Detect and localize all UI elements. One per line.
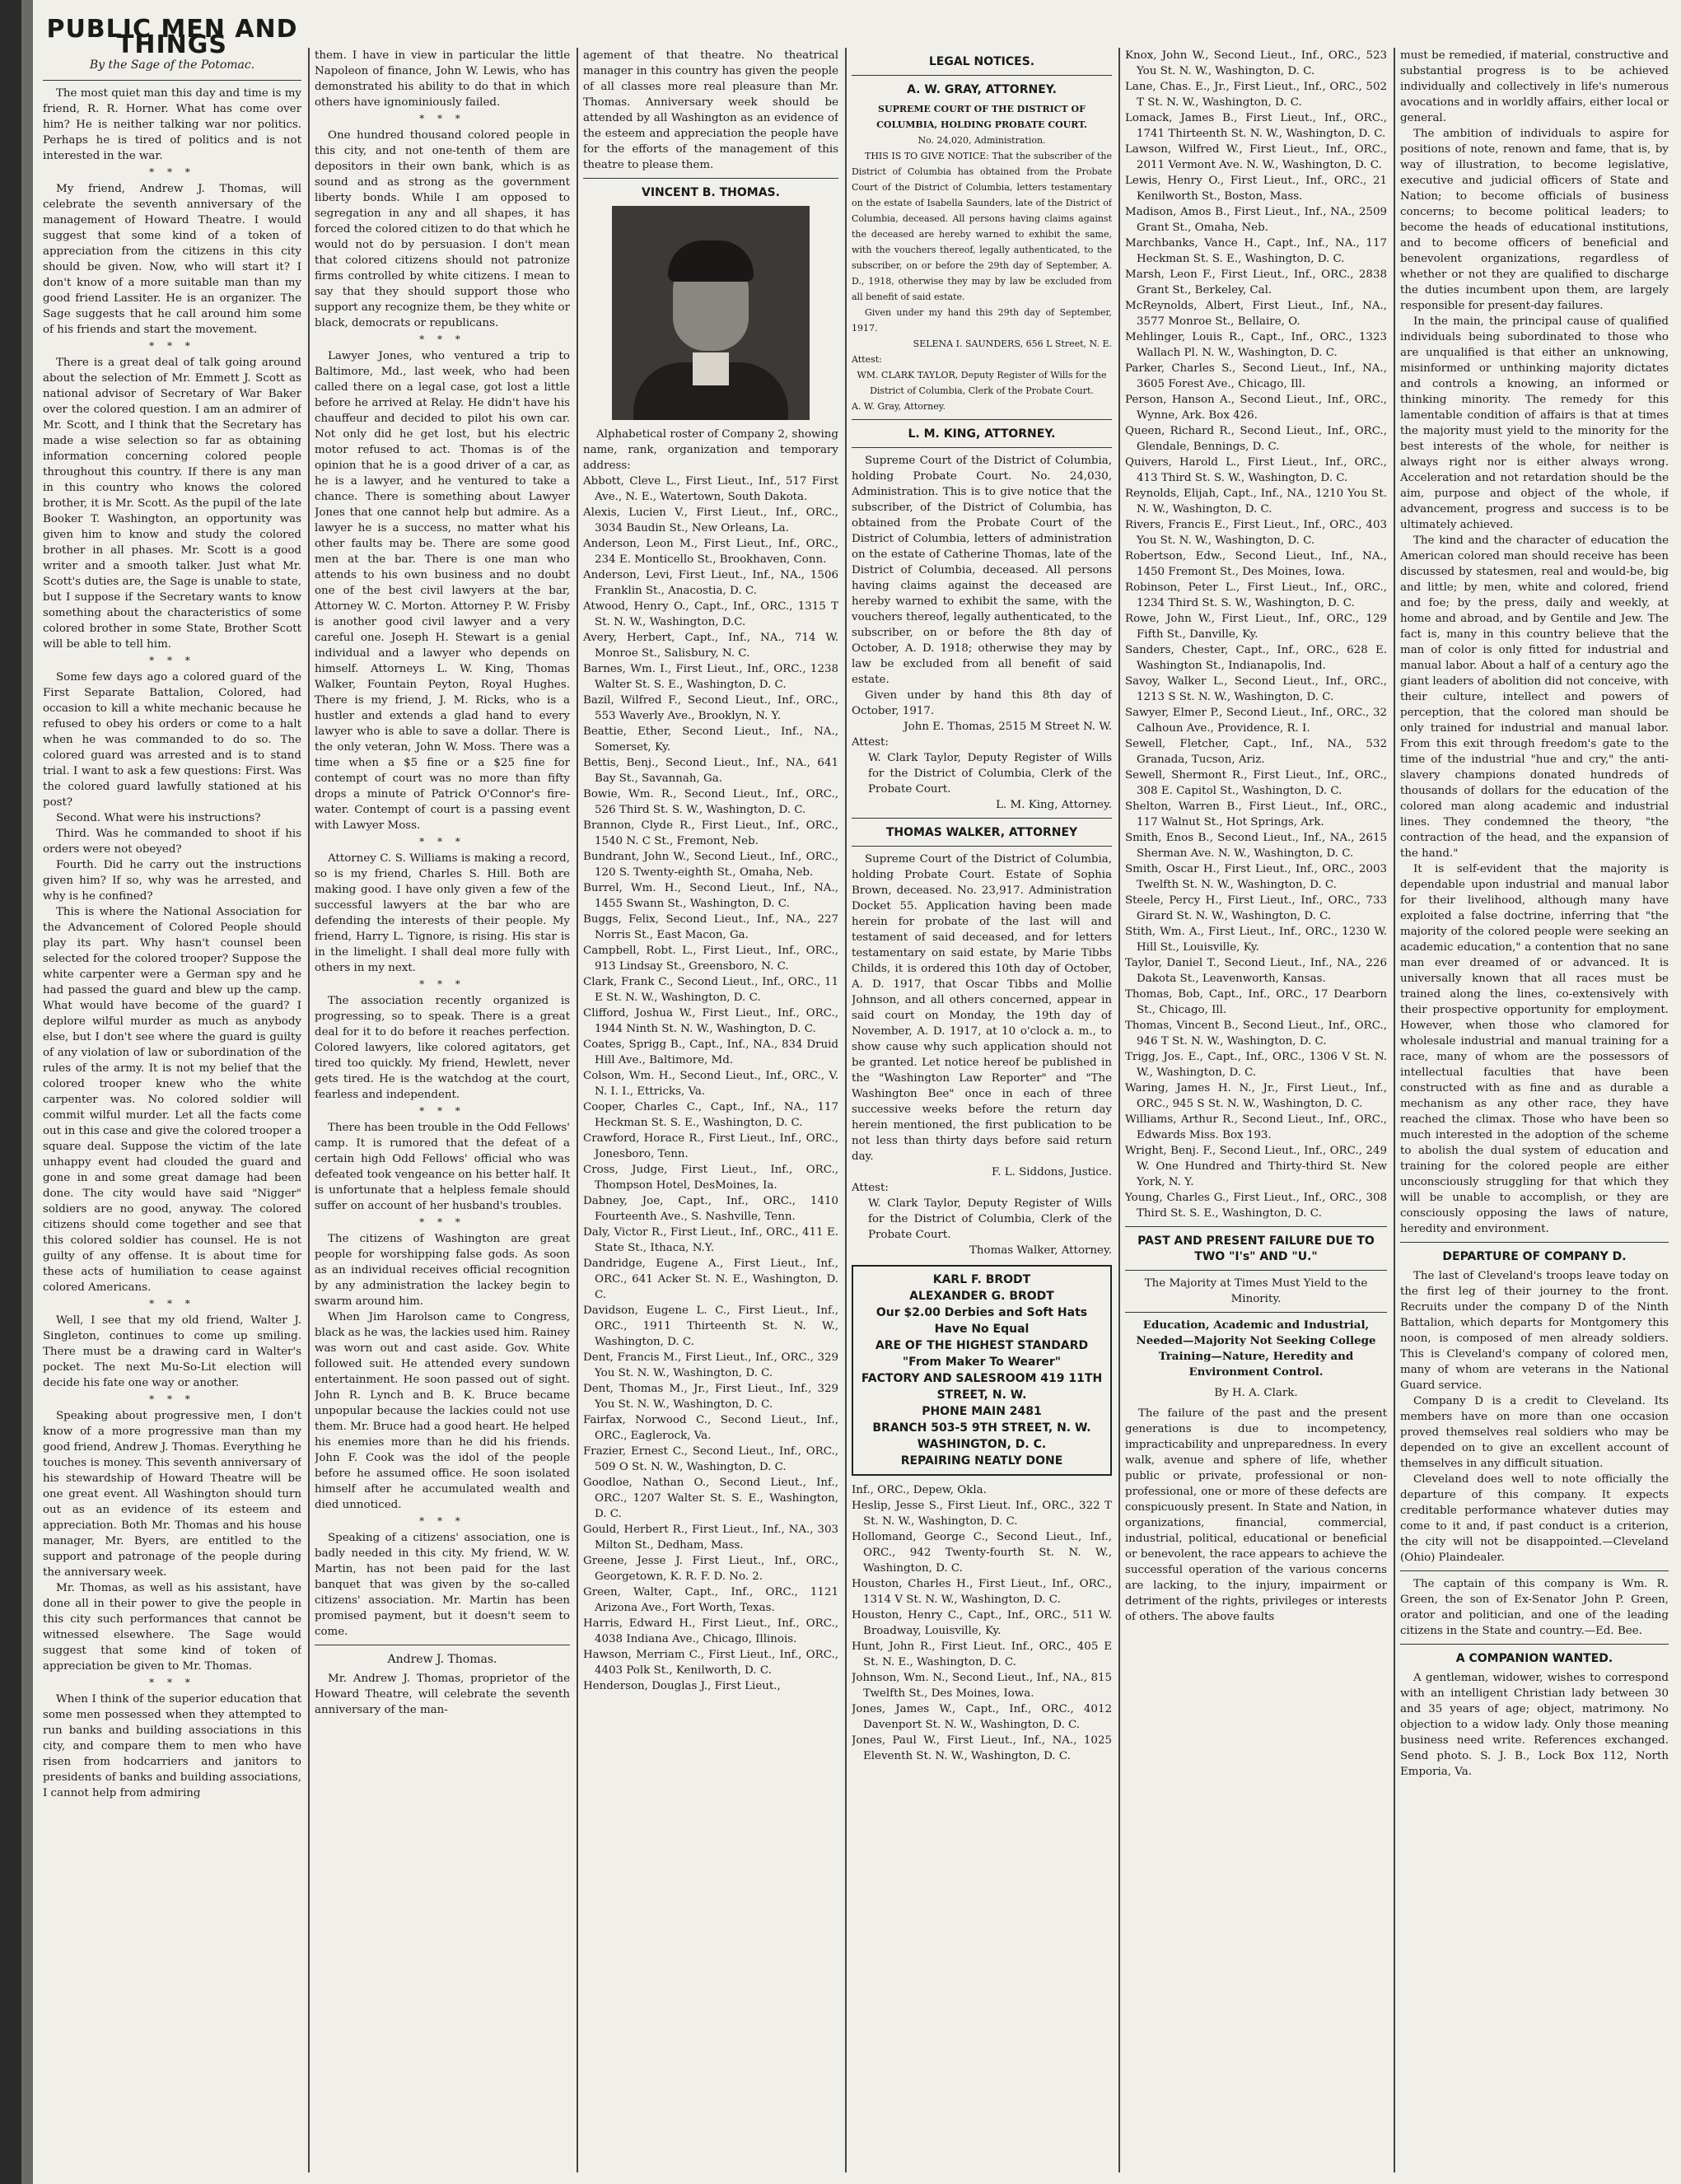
- column-5: [1125, 48, 1387, 2172]
- paragraph: Cleveland does well to note officially the departure of this company. It expects creditable performance whatever duties may come to it and, if past conduct is a criterion, the city will not be disappointed.—Cleveland (Ohio) Plaindealer.: [1400, 1473, 1669, 1564]
- roster-entry: Williams, Arthur R., Second Lieut., Inf., ORC., Edwards Miss. Box 193.: [1125, 1113, 1387, 1141]
- notice-attest: Attest:: [852, 1182, 889, 1194]
- roster-entry: Dandridge, Eugene A., First Lieut., Inf., ORC., 641 Acker St. N. E., Washington, D. C.: [583, 1258, 838, 1301]
- notice-court: SUPREME COURT OF THE DISTRICT OF COLUMBIA, HOLDING PROBATE COURT.: [876, 104, 1087, 130]
- section-stars: * * *: [149, 1298, 195, 1309]
- roster-entry: Frazier, Ernest C., Second Lieut., Inf., ORC., 509 O St. N. W., Washington, D. C.: [583, 1445, 838, 1473]
- departure-title: DEPARTURE OF COMPANY D.: [1442, 1250, 1627, 1263]
- paragraph: agement of that theatre. No theatrical manager in this country has given the people of all classes more real pleasure than Mr. Thomas. Anniversary week should be attended by all Washington as an evidence of the esteem and appreciation the people have for the efforts of the management of this theatre to please them.: [583, 49, 838, 171]
- paragraph: The last of Cleveland's troops leave today on the first leg of their journey to the front. Recruits under the company D of the Ninth Battalion, which departs for Montgomery this noon, is composed of men already soldiers. This is Cleveland's company of colored men, many of whom are veterans in the National Guard service.: [1400, 1270, 1669, 1392]
- notice-docket: No. 24,020, Administration.: [918, 135, 1046, 146]
- paragraph: The failure of the past and the present generations is due to incompetency, impracticability and unpreparedness. In every walk, avenue and sphere of life, whether public or private, professional or non-professional, one or more of these defects are conspicuously present. In State and Nation, in organizations, financial, commercial, industrial, political, educational or beneficial or benevolent, the race appears to achieve the successful operation of the various concerns are lacking, to the injury, impairment or detriment of the rights, privileges or interests of others. The above faults: [1125, 1407, 1387, 1623]
- portrait-hair: [668, 240, 754, 282]
- portrait-photo: [612, 206, 810, 420]
- roster-list: [1125, 48, 1387, 1221]
- roster-entry: Stith, Wm. A., First Lieut., Inf., ORC., 1230 W. Hill St., Louisville, Ky.: [1125, 926, 1387, 954]
- roster-entry: Atwood, Henry O., Capt., Inf., ORC., 1315 T St. N. W., Washington, D.C.: [583, 600, 838, 628]
- roster-entry: Cooper, Charles C., Capt., Inf., NA., 117 Heckman St. S. E., Washington, D. C.: [583, 1101, 838, 1129]
- roster-entry: Quivers, Harold L., First Lieut., Inf., ORC., 413 Third St. S. W., Washington, D. C.: [1125, 456, 1387, 484]
- ad-line: WASHINGTON, D. C.: [917, 1438, 1047, 1451]
- section-stars: * * *: [149, 1677, 195, 1688]
- notice-body: Supreme Court of the District of Columbia, holding Probate Court. Estate of Sophia Brown, deceased. No. 23,917. Administration Docket 55. Application having been made herein for probate of the last will and testament of said deceased, and for letters testamentary on said estate, by Marie Tibbs Childs, it is ordered this 10th day of October, A. D. 1917, that Oscar Tibbs and Mollie Johnson, and all others concerned, appear in said court on Monday, the 19th day of November, A. D. 1917, at 10 o'clock a. m., to show cause why such application should not be granted. Let notice hereof be published in the "Washington Law Reporter" and "The Washington Bee" once in each of three successive weeks before the return day herein mentioned, the first publication to be not less than thirty days before said return day.: [852, 853, 1112, 1163]
- paragraph: When Jim Harolson came to Congress, black as he was, the lackies used him. Rainey was worn out and cast aside. Gov. White followed suit. He attended every sundown entertainment. He soon passed out of sight. John R. Lynch and B. K. Bruce became unpopular because the lackies could not use them. Mr. Bruce had a good heart. He helped his enemies more than he did his friends. John F. Cook was the idol of the people before he assumed office. He soon isolated himself after he accumulated wealth and died unnoticed.: [315, 1311, 570, 1511]
- roster-entry: Inf., ORC., Depew, Okla.: [852, 1484, 987, 1496]
- roster-entry: Houston, Charles H., First Lieut., Inf., ORC., 1314 V St. N. W., Washington, D. C.: [852, 1578, 1112, 1606]
- paragraph: When I think of the superior education that some men possessed when they attempted to run banks and building associations in this city, and compare them to men who have risen from hodcarriers and janitors to presidents of banks and building associations, I cannot help from admiring: [43, 1693, 301, 1799]
- roster-entry: Bowie, Wm. R., Second Lieut., Inf., ORC., 526 Third St. S. W., Washington, D. C.: [583, 788, 838, 816]
- paragraph: must be remedied, if material, constructive and substantial progress is to be achieved individually and collectively in life's numerous avocations and in worldly affairs, either local or general.: [1400, 49, 1669, 124]
- roster-entry: Rivers, Francis E., First Lieut., Inf., ORC., 403 You St. N. W., Washington, D. C.: [1125, 519, 1387, 547]
- roster-entry: Jones, Paul W., First Lieut., Inf., NA., 1025 Eleventh St. N. W., Washington, D. C.: [852, 1734, 1112, 1762]
- roster-entry: Smith, Oscar H., First Lieut., Inf., ORC., 2003 Twelfth St. N. W., Washington, D. C.: [1125, 863, 1387, 891]
- paragraph: Attorney C. S. Williams is making a record, so is my friend, Charles S. Hill. Both are making good. I have only given a few of the successful lawyers at the bar who are defending the interests of their people. My friend, Harry L. Tignore, is rising. His star is in the limelight. I shall deal more fully with others in my next.: [315, 852, 570, 974]
- notice-title: A. W. GRAY, ATTORNEY.: [907, 83, 1057, 96]
- paragraph: Some few days ago a colored guard of the First Separate Battalion, Colored, had occasion to kill a white mechanic because he refused to obey his orders or come to a halt when he was commanded to do so. The colored guard was arrested and is to stand trial. I want to ask a few questions: First. Was the colored guard lawfully stationed at his post?: [43, 671, 301, 809]
- roster-entry: Buggs, Felix, Second Lieut., Inf., NA., 227 Norris St., East Macon, Ga.: [583, 913, 838, 941]
- notice-clerk: WM. CLARK TAYLOR, Deputy Register of Wills for the District of Columbia, Clerk of the Probate Court.: [857, 370, 1107, 396]
- divider: [1125, 1226, 1387, 1227]
- notice-given: Given under my hand this 29th day of September, 1917.: [852, 307, 1112, 334]
- roster-entry: Anderson, Leon M., First Lieut., Inf., ORC., 234 E. Monticello St., Brookhaven, Conn.: [583, 538, 838, 566]
- wanted-title: A COMPANION WANTED.: [1455, 1652, 1613, 1665]
- roster-entry: Cross, Judge, First Lieut., Inf., ORC., Thompson Hotel, DesMoines, Ia.: [583, 1164, 838, 1192]
- ad-line: REPAIRING NEATLY DONE: [900, 1454, 1063, 1468]
- roster-entry: Marchbanks, Vance H., Capt., Inf., NA., 117 Heckman St. S. E., Washington, D. C.: [1125, 237, 1387, 265]
- roster-entry: Dabney, Joe, Capt., Inf., ORC., 1410 Fourteenth Ave., S. Nashville, Tenn.: [583, 1195, 838, 1223]
- paragraph: This is where the National Association for the Advancement of Colored People should play its part. Why hasn't counsel been selected for the colored trooper? Suppose the white carpenter were a German spy and he had passed the guard and blew up the camp. What would have become of the guard? I deplore wilful murder as much as anybody else, but I don't see where the guard is guilty of any violation of law or subordination of the rules of the army. It is not my belief that the colored trooper knew who the white carpenter was. No colored soldier will commit wilful murder. Let all the facts come out in this case and give the colored trooper a square deal. Suppose the victim of the late unhappy event had clouded the guard and gone in and some great damage had been done. The city would have said "Nigger" soldiers are no good, anyway. The colored citizens should come together and see that this colored soldier has counsel. He is not guilty of any offense. It is about time for these acts of humiliation to cease against colored Americans.: [43, 906, 301, 1294]
- divider: [1400, 1242, 1669, 1243]
- roster-entry: Harris, Edward H., First Lieut., Inf., ORC., 4038 Indiana Ave., Chicago, Illinois.: [583, 1617, 838, 1645]
- notice-clerk: W. Clark Taylor, Deputy Register of Wills for the District of Columbia, Clerk of the Probate Court.: [868, 1197, 1112, 1241]
- paragraph: A gentleman, widower, wishes to correspond with an intelligent Christian lady between 30 and 35 years of age; object, matrimony. No objection to a widow lady. Only those meaning business need write. References exchanged. Send photo. S. J. B., Lock Box 112, North Emporia, Va.: [1400, 1672, 1669, 1778]
- ad-line: "From Maker To Wearer": [902, 1356, 1062, 1369]
- paragraph: Third. Was he commanded to shoot if his orders were not obeyed?: [43, 828, 301, 856]
- roster-entry: Hawson, Merriam C., First Lieut., Inf., ORC., 4403 Polk St., Kenilworth, D. C.: [583, 1649, 838, 1677]
- roster-entry: Jones, James W., Capt., Inf., ORC., 4012 Davenport St. N. W., Washington, D. C.: [852, 1703, 1112, 1731]
- roster-entry: Clifford, Joshua W., First Lieut., Inf., ORC., 1944 Ninth St. N. W., Washington, D. C.: [583, 1007, 838, 1035]
- ad-line: FACTORY AND SALESROOM 419 11TH STREET, N. W.: [861, 1372, 1103, 1402]
- notice-attest: Attest:: [852, 736, 889, 749]
- paragraph: One hundred thousand colored people in this city, and not one-tenth of them are depositors in their own bank, which is as sound and as strong as the government liberty bonds. While I am opposed to segregation in any and all shapes, it has forced the colored citizen to do that which he would not do by persuasion. I don't mean that colored citizens should not patronize firms controlled by white citizens. I mean to say that they should support those who support any recognize them, be they white or black, democrats or republicans.: [315, 129, 570, 329]
- roster-entry: Anderson, Levi, First Lieut., Inf., NA., 1506 Franklin St., Anacostia, D. C.: [583, 569, 838, 597]
- column-6: [1400, 48, 1669, 2172]
- roster-entry: Reynolds, Elijah, Capt., Inf., NA., 1210 You St. N. W., Washington, D. C.: [1125, 488, 1387, 516]
- divider: [1400, 1570, 1669, 1571]
- divider: [852, 419, 1112, 420]
- paragraph: There has been trouble in the Odd Fellows' camp. It is rumored that the defeat of a certain high Odd Fellows' official who was defeated took vengeance on his better half. It is unfortunate that a helpless female should suffer on account of her husband's troubles.: [315, 1122, 570, 1212]
- column-3: [583, 48, 838, 2172]
- paragraph: The kind and the character of education the American colored man should receive has been discussed by statesmen, real and would-be, big and little; by men, white and colored, friend and foe; by the press, daily and weekly, at home and abroad, and by Gentile and Jew. The fact is, many in this country believe that the man of color is only fitted for industrial and manual labor. About a half of a century ago the giant leaders of abolition did not conceive, with their culture, intellect and powers of perception, that the colored man should be only trained for industrial and manual labor. From this exit through freedom's gate to the time of the industrial "hue and cry," the anti-slavery champions donated hundreds of thousands of dollars for the education of the colored man along academic and industrial lines. They condemned the theory, "the contraction of the head, and the expansion of the hand.": [1400, 534, 1669, 860]
- roster-entry: Queen, Richard R., Second Lieut., Inf., ORC., Glendale, Bennings, D. C.: [1125, 425, 1387, 453]
- roster-list: [852, 1482, 1112, 1764]
- roster-entry: Houston, Henry C., Capt., Inf., ORC., 511 W. Broadway, Louisville, Ky.: [852, 1609, 1112, 1637]
- ad-line: ARE OF THE HIGHEST STANDARD: [875, 1339, 1089, 1352]
- column-rule: [308, 48, 310, 2172]
- notice-attorney: A. W. Gray, Attorney.: [852, 401, 946, 412]
- newspaper-page: [43, 7, 1672, 2177]
- paragraph: The citizens of Washington are great people for worshipping false gods. As soon as an individual receives official recognition by any administration the lackey begin to swarm around him.: [315, 1233, 570, 1308]
- column-rule: [1118, 48, 1120, 2172]
- roster-entry: Gould, Herbert R., First Lieut., Inf., NA., 303 Milton St., Dedham, Mass.: [583, 1524, 838, 1552]
- roster-entry: Hollomand, George C., Second Lieut., Inf., ORC., 942 Twenty-fourth St. N. W., Washington, D. C.: [852, 1531, 1112, 1575]
- roster-entry: Shelton, Warren B., First Lieut., Inf., ORC., 117 Walnut St., Hot Springs, Ark.: [1125, 800, 1387, 828]
- roster-entry: Sanders, Chester, Capt., Inf., ORC., 628 E. Washington St., Indianapolis, Ind.: [1125, 644, 1387, 672]
- article-author: By H. A. Clark.: [1214, 1387, 1298, 1399]
- roster-entry: Savoy, Walker L., Second Lieut., Inf., ORC., 1213 S St. N. W., Washington, D. C.: [1125, 675, 1387, 703]
- section-stars: * * *: [419, 1515, 465, 1527]
- divider: [852, 75, 1112, 76]
- roster-entry: Bundrant, John W., Second Lieut., Inf., ORC., 120 S. Twenty-eighth St., Omaha, Neb.: [583, 851, 838, 879]
- ad-line: ALEXANDER G. BRODT: [909, 1290, 1054, 1303]
- section-stars: * * *: [419, 978, 465, 990]
- roster-entry: Robinson, Peter L., First Lieut., Inf., ORC., 1234 Third St. S. W., Washington, D. C.: [1125, 581, 1387, 609]
- roster-entry: Marsh, Leon F., First Lieut., Inf., ORC., 2838 Grant St., Berkeley, Cal.: [1125, 268, 1387, 296]
- byline: By the Sage of the Potomac.: [89, 58, 255, 72]
- article-subhead: The Majority at Times Must Yield to the Minority.: [1144, 1277, 1368, 1305]
- roster-entry: Lewis, Henry O., First Lieut., Inf., ORC., 21 Kenilworth St., Boston, Mass.: [1125, 175, 1387, 203]
- section-stars: * * *: [419, 1105, 465, 1117]
- roster-entry: Sewell, Fletcher, Capt., Inf., NA., 532 Granada, Tucson, Ariz.: [1125, 738, 1387, 766]
- roster-entry: Young, Charles G., First Lieut., Inf., ORC., 308 Third St. S. E., Washington, D. C.: [1125, 1192, 1387, 1220]
- notice-body: Supreme Court of the District of Columbia, holding Probate Court. No. 24,030, Administration. This is to give notice that the subscriber, of the District of Columbia, has obtained from the Probate Court of the District of Columbia, letters of administration on the estate of Catherine Thomas, late of the District of Columbia, deceased. All persons having claims against the deceased are hereby warned to exhibit the same, with the vouchers thereof, legally authenticated, to the subscriber, on or before the 8th day of October, A. D. 1918; otherwise they may by law be excluded from all benefit of said estate.: [852, 455, 1112, 686]
- roster-entry: Coates, Sprigg B., Capt., Inf., NA., 834 Druid Hill Ave., Baltimore, Md.: [583, 1038, 838, 1066]
- roster-entry: Crawford, Horace R., First Lieut., Inf., ORC., Jonesboro, Tenn.: [583, 1132, 838, 1160]
- portrait-collar: [693, 352, 729, 385]
- roster-list: [583, 474, 838, 1694]
- roster-entry: Waring, James H. N., Jr., First Lieut., Inf., ORC., 945 S St. N. W., Washington, D. C.: [1125, 1082, 1387, 1110]
- roster-entry: Heslip, Jesse S., First Lieut. Inf., ORC., 322 T St. N. W., Washington, D. C.: [852, 1500, 1112, 1528]
- roster-entry: Beattie, Ether, Second Lieut., Inf., NA., Somerset, Ky.: [583, 726, 838, 754]
- roster-entry: Colson, Wm. H., Second Lieut., Inf., ORC., V. N. I. I., Ettricks, Va.: [583, 1070, 838, 1098]
- notice-title: L. M. KING, ATTORNEY.: [908, 427, 1056, 441]
- roster-entry: Barnes, Wm. I., First Lieut., Inf., ORC., 1238 Walter St. S. E., Washington, D. C.: [583, 663, 838, 691]
- masthead: PUBLIC MEN AND THINGS: [46, 15, 298, 59]
- roster-entry: McReynolds, Albert, First Lieut., Inf., NA., 3577 Monroe St., Bellaire, O.: [1125, 300, 1387, 328]
- column-rule: [1394, 48, 1395, 2172]
- section-stars: * * *: [419, 1216, 465, 1228]
- roster-entry: Davidson, Eugene L. C., First Lieut., Inf., ORC., 1911 Thirteenth St. N. W., Washington, D. C.: [583, 1304, 838, 1348]
- paragraph: The most quiet man this day and time is my friend, R. R. Horner. What has come over him? He is neither talking war nor politics. Perhaps he is tired of politics and is not interested in the war.: [43, 87, 301, 162]
- paragraph: Mr. Andrew J. Thomas, proprietor of the Howard Theatre, will celebrate the seventh anniversary of the man-: [315, 1673, 570, 1716]
- notice-title: THOMAS WALKER, ATTORNEY: [885, 826, 1078, 839]
- roster-entry: Campbell, Robt. L., First Lieut., Inf., ORC., 913 Lindsay St., Greensboro, N. C.: [583, 945, 838, 973]
- paragraph: Lawyer Jones, who ventured a trip to Baltimore, Md., last week, who had been called there on a legal case, got lost a little before he arrived at Relay. He didn't have his chauffeur and decided to pilot his own car. Not only did he get lost, but his electric motor refused to act. Thomas is of the opinion that he is a good driver of a car, as he is a lawyer, and he ventured to take a chance. There is something about Lawyer Jones that one cannot help but admire. As a lawyer he is a success, no matter what his other faults may be. There are some good men at the bar. There is one man who attends to his own business and no doubt one of the best civil lawyers at the bar, Attorney W. C. Morton. Attorney P. W. Frisby is another good civil lawyer and a very careful one. Joseph H. Stewart is a genial individual and a lawyer who depends on himself. Attorneys L. W. King, Thomas Walker, Fountain Peyton, Royal Hughes. There is my friend, J. M. Ricks, who is a hustler and extends a glad hand to every lawyer who is able to save a dollar. There is the only veteran, John W. Moss. There was a time when a $5 fine or a $25 fine for contempt of court was no more than fifty drops a minute of Patrick O'Connor's fire-water. Contempt of court is a passing event with Lawyer Moss.: [315, 350, 570, 832]
- notice-attorney: Thomas Walker, Attorney.: [969, 1244, 1112, 1257]
- paragraph: Well, I see that my old friend, Walter J. Singleton, continues to come up smiling. There must be a drawing card in Walter's pocket. The next Mu-So-Lit election will decide his fate one way or another.: [43, 1314, 301, 1389]
- paragraph: Company D is a credit to Cleveland. Its members have on more than one occasion proved themselves real soldiers who may be depended on to give an excellent account of themselves in any difficult situation.: [1400, 1395, 1669, 1470]
- andrew-heading: Andrew J. Thomas.: [387, 1653, 497, 1666]
- paragraph: There is a great deal of talk going around about the selection of Mr. Emmett J. Scott as national advisor of Secretary of War Baker over the colored question. I am an admirer of Mr. Scott, and I think that the Secretary has made a wise selection so far as obtaining information concerning colored people throughout this country. If there is any man in this country who knows the colored brother, it is Mr. Scott. As the pupil of the late Booker T. Washington, an opportunity was given him to know and study the colored brother in all phases. Mr. Scott is a good writer and a smooth talker. Just what Mr. Scott's duties are, the Sage is unable to state, but I suppose if the Secretary wants to know something about the characteristics of some colored brother in some State, Brother Scott will be able to tell him.: [43, 357, 301, 651]
- roster-entry: Dent, Francis M., First Lieut., Inf., ORC., 329 You St. N. W., Washington, D. C.: [583, 1351, 838, 1379]
- roster-entry: Abbott, Cleve L., First Lieut., Inf., 517 First Ave., N. E., Watertown, South Dakota.: [583, 475, 838, 503]
- column-1: [43, 15, 301, 2140]
- roster-entry: Steele, Percy H., First Lieut., Inf., ORC., 733 Girard St. N. W., Washington, D. C.: [1125, 894, 1387, 922]
- roster-entry: Wright, Benj. F., Second Lieut., Inf., ORC., 249 W. One Hundred and Thirty-third St. New York, N. Y.: [1125, 1145, 1387, 1188]
- divider: [852, 846, 1112, 847]
- scan-edge-dark: [0, 0, 21, 2184]
- notice-clerk: W. Clark Taylor, Deputy Register of Wills for the District of Columbia, Clerk of the Probate Court.: [868, 752, 1112, 796]
- divider: [43, 80, 301, 81]
- scan-edge-gray: [21, 0, 33, 2184]
- paragraph: In the main, the principal cause of qualified individuals being subordinated to those who are unqualified is that either an unknowing, misinformed or unthinking majority dictates and controls a knowing, an informed or thinking minority. The remedy for this lamentable condition of affairs is that at times the majority must yield to the minority for the best interests of the whole, for neither is always right nor is either always wrong. Acceleration and not retardation should be the aim, purpose and object of the whole, if advancement, progress and success is to be ultimately achieved.: [1400, 315, 1669, 531]
- roster-intro: Alphabetical roster of Company 2, showing name, rank, organization and temporary address:: [583, 428, 838, 472]
- photo-caption: VINCENT B. THOMAS.: [642, 186, 780, 199]
- roster-entry: Dent, Thomas M., Jr., First Lieut., Inf., 329 You St. N. W., Washington, D. C.: [583, 1383, 838, 1411]
- paragraph: The captain of this company is Wm. R. Green, the son of Ex-Senator John P. Green, orator and politician, and one of the leading citizens in the State and country.—Ed. Bee.: [1400, 1578, 1669, 1637]
- roster-entry: Sawyer, Elmer P., Second Lieut., Inf., ORC., 32 Calhoun Ave., Providence, R. I.: [1125, 707, 1387, 735]
- roster-entry: Lane, Chas. E., Jr., First Lieut., Inf., ORC., 502 T St. N. W., Washington, D. C.: [1125, 81, 1387, 109]
- roster-entry: Daly, Victor R., First Lieut., Inf., ORC., 411 E. State St., Ithaca, N.Y.: [583, 1226, 838, 1254]
- roster-entry: Clark, Frank C., Second Lieut., Inf., ORC., 11 E St. N. W., Washington, D. C.: [583, 976, 838, 1004]
- roster-entry: Parker, Charles S., Second Lieut., Inf., NA., 3605 Forest Ave., Chicago, Ill.: [1125, 362, 1387, 390]
- paragraph: Second. What were his instructions?: [56, 812, 261, 824]
- article-subhead: Education, Academic and Industrial, Needed—Majority Not Seeking College Training—Nature, Heredity and Environment Control.: [1136, 1318, 1376, 1379]
- column-rule: [845, 48, 847, 2172]
- roster-entry: Bazil, Wilfred F., Second Lieut., Inf., ORC., 553 Waverly Ave., Brooklyn, N. Y.: [583, 694, 838, 722]
- roster-entry: Burrel, Wm. H., Second Lieut., Inf., NA., 1455 Swann St., Washington, D. C.: [583, 882, 838, 910]
- paragraph: Speaking of a citizens' association, one is badly needed in this city. My friend, W. W. Martin, has not been paid for the last banquet that was given by the so-called citizens' association. Mr. Martin has been promised payment, but it doesn't seem to come.: [315, 1532, 570, 1638]
- roster-entry: Sewell, Shermont R., First Lieut., Inf., ORC., 308 E. Capitol St., Washington, D. C.: [1125, 769, 1387, 797]
- paragraph: Mr. Thomas, as well as his assistant, have done all in their power to give the people in this city such performances that cannot be witnessed elsewhere. The Sage would suggest that some kind of token of appreciation be given to Mr. Thomas.: [43, 1582, 301, 1673]
- notice-signer: John E. Thomas, 2515 M Street N. W.: [904, 721, 1112, 733]
- divider: [1400, 1644, 1669, 1645]
- section-stars: * * *: [419, 334, 465, 345]
- roster-entry: Green, Walter, Capt., Inf., ORC., 1121 Arizona Ave., Fort Worth, Texas.: [583, 1586, 838, 1614]
- divider: [583, 178, 838, 179]
- notice-signer: SELENA I. SAUNDERS, 656 L Street, N. E.: [913, 338, 1112, 349]
- paragraph: Speaking about progressive men, I don't know of a more progressive man than my good friend, Andrew J. Thomas. Everything he touches is money. This seventh anniversary of his stewardship of Howard Theatre will be one great event. All Washington should turn out as an evidence of its esteem and appreciation. Both Mr. Thomas and his house manager, Mr. Byers, are entitled to the support and patronage of the people during the anniversary week.: [43, 1410, 301, 1579]
- roster-entry: Trigg, Jos. E., Capt., Inf., ORC., 1306 V St. N. W., Washington, D. C.: [1125, 1051, 1387, 1079]
- roster-entry: Robertson, Edw., Second Lieut., Inf., NA., 1450 Fremont St., Des Moines, Iowa.: [1125, 550, 1387, 578]
- section-stars: * * *: [149, 1393, 195, 1405]
- section-stars: * * *: [149, 166, 195, 178]
- section-stars: * * *: [149, 655, 195, 666]
- ad-line: Our $2.00 Derbies and Soft Hats Have No Equal: [876, 1306, 1088, 1336]
- divider: [852, 447, 1112, 448]
- ad-line: BRANCH 503-5 9TH STREET, N. W.: [872, 1421, 1091, 1435]
- section-stars: * * *: [419, 113, 465, 124]
- paragraph: them. I have in view in particular the little Napoleon of finance, John W. Lewis, who has demonstrated his ability to do that in which others have ignominiously failed.: [315, 49, 570, 109]
- column-2: [315, 48, 570, 2172]
- notice-given: Given under by hand this 8th day of October, 1917.: [852, 689, 1112, 717]
- paragraph: The association recently organized is progressing, so to speak. There is a great deal for it to do before it reaches perfection. Colored lawyers, like colored agitators, get tired too quickly. My friend, Hewlett, never gets tired. He is the watchdog at the court, fearless and independent.: [315, 995, 570, 1101]
- roster-entry: Hunt, John R., First Lieut. Inf., ORC., 405 E St. N. E., Washington, D. C.: [852, 1640, 1112, 1668]
- ad-line: KARL F. BRODT: [932, 1273, 1031, 1286]
- roster-entry: Lawson, Wilfred W., First Lieut., Inf., ORC., 2011 Vermont Ave. N. W., Washington, D. C.: [1125, 143, 1387, 171]
- roster-entry: Bettis, Benj., Second Lieut., Inf., NA., 641 Bay St., Savannah, Ga.: [583, 757, 838, 785]
- notice-signer: F. L. Siddons, Justice.: [991, 1166, 1112, 1178]
- notice-attest: Attest:: [852, 354, 882, 365]
- divider: [852, 818, 1112, 819]
- roster-entry: Brannon, Clyde R., First Lieut., Inf., ORC., 1540 N. C St., Fremont, Neb.: [583, 819, 838, 847]
- roster-entry: Knox, John W., Second Lieut., Inf., ORC., 523 You St. N. W., Washington, D. C.: [1125, 49, 1387, 77]
- paragraph: Fourth. Did he carry out the instructions given him? If so, why was he arrested, and why is he confined?: [43, 859, 301, 903]
- roster-entry: Avery, Herbert, Capt., Inf., NA., 714 W. Monroe St., Salisbury, N. C.: [583, 632, 838, 660]
- roster-entry: Alexis, Lucien V., First Lieut., Inf., ORC., 3034 Baudin St., New Orleans, La.: [583, 506, 838, 534]
- notice-body: THIS IS TO GIVE NOTICE: That the subscriber of the District of Columbia has obtained from the Probate Court of the District of Columbia, letters testamentary on the estate of Isabella Saunders, late of the District of Columbia, deceased. All persons having claims against the deceased are hereby warned to exhibit the same, with the vouchers thereof, legally authenticated, to the subscriber, on or before the 29th day of September, A. D., 1918, otherwise they may by law be excluded from all benefit of said estate.: [852, 151, 1112, 302]
- roster-entry: Thomas, Bob, Capt., Inf., ORC., 17 Dearborn St., Chicago, Ill.: [1125, 988, 1387, 1016]
- paragraph: It is self-evident that the majority is dependable upon industrial and manual labor for their livelihood, although many have exploited a false doctrine, inferring that "the majority of the colored people were seeking an academic education," a contention that no sane man ever dreamed of or advanced. It is universally known that all races must be trained along the lines, co-extensively with their prospective opportunity for employment. However, when those who clamored for wholesale industrial and manual training for a race, many of whom are the possessors of intellectual faculties that have been constructed with as fine and as durable a mechanism as any other race, they have reached the climax. Those who have been so much interested in the adoption of the scheme to abolish the dual system of education and training for the colored people are either unconsciously struggling for that which they will be unable to accomplish, or they are consciously opposing the laws of nature, heredity and environment.: [1400, 863, 1669, 1235]
- roster-entry: Henderson, Douglas J., First Lieut.,: [583, 1680, 781, 1692]
- roster-entry: Johnson, Wm. N., Second Lieut., Inf., NA., 815 Twelfth St., Des Moines, Iowa.: [852, 1672, 1112, 1700]
- roster-entry: Mehlinger, Louis R., Capt., Inf., ORC., 1323 Wallach Pl. N. W., Washington, D. C.: [1125, 331, 1387, 359]
- column-4: [852, 48, 1112, 2172]
- roster-entry: Person, Hanson A., Second Lieut., Inf., ORC., Wynne, Ark. Box 426.: [1125, 394, 1387, 422]
- article-headline: PAST AND PRESENT FAILURE DUE TO TWO "I's" AND "U.": [1137, 1234, 1375, 1263]
- roster-entry: Goodloe, Nathan O., Second Lieut., Inf., ORC., 1207 Walter St. S. E., Washington, D. C.: [583, 1477, 838, 1520]
- roster-entry: Fairfax, Norwood C., Second Lieut., Inf., ORC., Eaglerock, Va.: [583, 1414, 838, 1442]
- section-stars: * * *: [419, 836, 465, 847]
- roster-entry: Lomack, James B., First Lieut., Inf., ORC., 1741 Thirteenth St. N. W., Washington, D. C.: [1125, 112, 1387, 140]
- legal-notices-header: LEGAL NOTICES.: [928, 55, 1035, 68]
- section-stars: * * *: [149, 340, 195, 352]
- divider: [1125, 1270, 1387, 1271]
- paragraph: The ambition of individuals to aspire for positions of note, renown and fame, that is, by way of illustration, to become legislative, executive and judicial officers of State and Nation; to become officials of business concerns; to become political leaders; to become the heads of educational institutions, and to become officers of beneficial and benevolent organizations, regardless of whether or not they are qualified to discharge the duties incumbent upon them, are largely responsible for present-day failures.: [1400, 128, 1669, 312]
- column-rule: [577, 48, 578, 2172]
- roster-entry: Taylor, Daniel T., Second Lieut., Inf., NA., 226 Dakota St., Leavenworth, Kansas.: [1125, 957, 1387, 985]
- roster-entry: Thomas, Vincent B., Second Lieut., Inf., ORC., 946 T St. N. W., Washington, D. C.: [1125, 1020, 1387, 1048]
- notice-attorney: L. M. King, Attorney.: [996, 799, 1112, 811]
- roster-entry: Rowe, John W., First Lieut., Inf., ORC., 129 Fifth St., Danville, Ky.: [1125, 613, 1387, 641]
- hat-advertisement: [852, 1265, 1112, 1476]
- divider: [1125, 1312, 1387, 1313]
- roster-entry: Madison, Amos B., First Lieut., Inf., NA., 2509 Grant St., Omaha, Neb.: [1125, 206, 1387, 234]
- roster-entry: Greene, Jesse J. First Lieut., Inf., ORC., Georgetown, K. R. F. D. No. 2.: [583, 1555, 838, 1583]
- paragraph: My friend, Andrew J. Thomas, will celebrate the seventh anniversary of the management of Howard Theatre. I would suggest that some kind of a token of appreciation from the citizens in this city should be given. Now, who will start it? I don't know of a more suitable man than my good friend Lassiter. He is an organizer. The Sage suggests that he call around him some of his friends and start the movement.: [43, 183, 301, 336]
- roster-entry: Smith, Enos B., Second Lieut., Inf., NA., 2615 Sherman Ave. N. W., Washington, D. C.: [1125, 832, 1387, 860]
- ad-line: PHONE MAIN 2481: [922, 1405, 1042, 1418]
